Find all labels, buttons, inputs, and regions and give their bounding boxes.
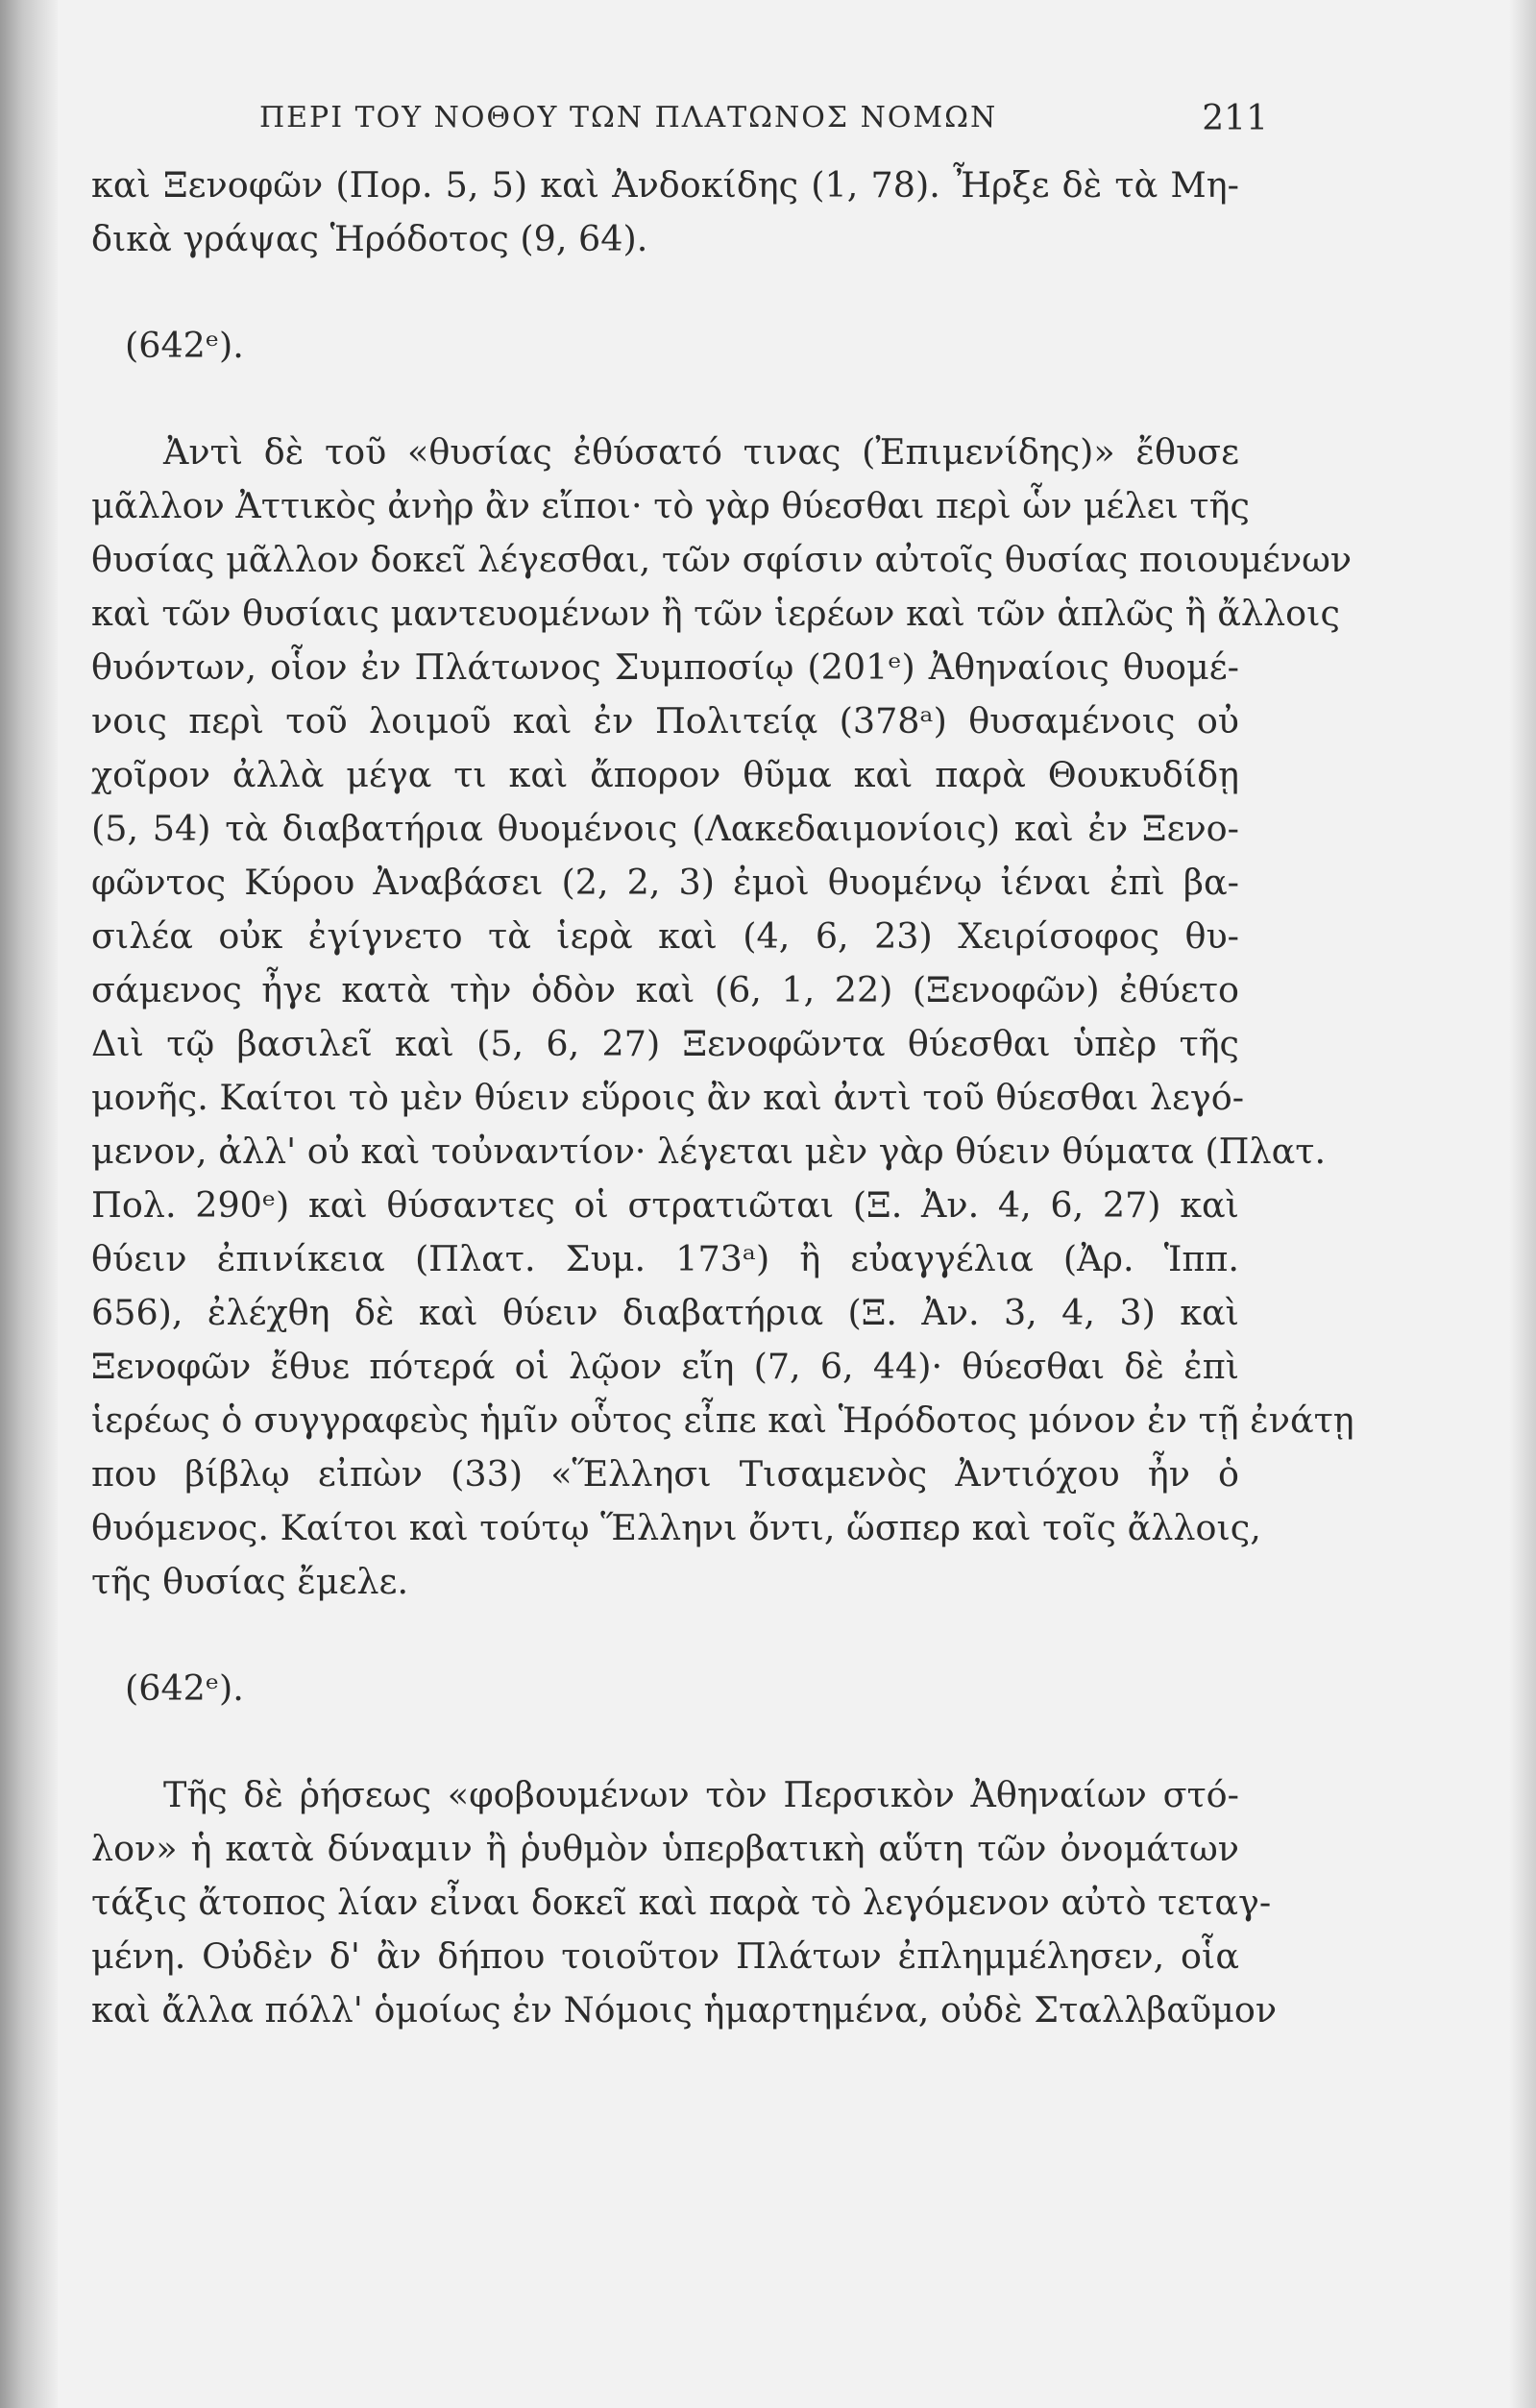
text-line: Ἀντὶ δὲ τοῦ «θυσίας ἐθύσατό τινας (Ἐπιμενίδης)» ἔθυσε	[163, 431, 1239, 473]
text-line: μενον, ἀλλ' οὐ καὶ τοὐναντίον· λέγεται μὲν γὰρ θύειν θύματα (Πλατ.	[91, 1131, 1327, 1172]
text-line: θυόμενος. Καίτοι καὶ τούτῳ Ἕλληνι ὄντι, ὥσπερ καὶ τοῖς ἄλλοις,	[91, 1507, 1261, 1548]
running-head: ΠΕΡΙ ΤΟΥ ΝΟΘΟΥ ΤΩΝ ΠΛΑΤΩΝΟΣ ΝΟΜΩΝ	[259, 101, 998, 134]
text-line: καὶ Ξενοφῶν (Πορ. 5, 5) καὶ Ἀνδοκίδης (1, 78). Ἦρξε δὲ τὰ Μη-	[91, 164, 1239, 206]
text-line: δικὰ γράψας Ἡρόδοτος (9, 64).	[91, 218, 648, 259]
text-line: σιλέα οὐκ ἐγίγνετο τὰ ἱερὰ καὶ (4, 6, 23) Χειρίσοφος θυ-	[91, 915, 1239, 957]
spacer	[91, 1715, 1239, 1768]
text-line: (5, 54) τὰ διαβατήρια θυομένοις (Λακεδαιμονίοις) καὶ ἐν Ξενο-	[91, 808, 1239, 849]
page-header	[91, 99, 1268, 158]
text-line: νοις περὶ τοῦ λοιμοῦ καὶ ἐν Πολιτείᾳ (378ᵃ) θυσαμένοις οὐ	[91, 700, 1239, 742]
spacer	[91, 266, 1239, 319]
text-line: 656), ἐλέχθη δὲ καὶ θύειν διαβατήρια (Ξ. Ἀν. 3, 4, 3) καὶ	[91, 1292, 1239, 1333]
spacer	[91, 373, 1239, 426]
paragraph-thysias	[91, 426, 1354, 1609]
page-number: 211	[1202, 99, 1268, 138]
text-line: ἱερέως ὁ συγγραφεὺς ἡμῖν οὗτος εἶπε καὶ Ἡρόδοτος μόνον ἐν τῇ ἐνάτῃ	[91, 1399, 1354, 1441]
spacer	[91, 1609, 1239, 1662]
paragraph-rheseos	[91, 1768, 1278, 2037]
text-line: τάξις ἄτοπος λίαν εἶναι δοκεῖ καὶ παρὰ τὸ λεγόμενον αὐτὸ τεταγ-	[91, 1882, 1272, 1923]
text-line: σάμενος ἦγε κατὰ τὴν ὁδὸν καὶ (6, 1, 22) (Ξενοφῶν) ἐθύετο	[91, 969, 1239, 1010]
book-page	[91, 99, 1354, 2037]
text-line: Τῆς δὲ ῥήσεως «φοβουμένων τὸν Περσικὸν Ἀθηναίων στό-	[163, 1774, 1239, 1815]
text-line: που βίβλῳ εἰπὼν (33) «Ἕλλησι Τισαμενὸς Ἀντιόχου ἦν ὁ	[91, 1453, 1239, 1495]
text-line: μένη. Οὐδὲν δ' ἂν δήπου τοιοῦτον Πλάτων ἐπλημμέλησεν, οἷα	[91, 1935, 1239, 1977]
text-line: τῆς θυσίας ἔμελε.	[91, 1561, 409, 1602]
scan-shadow-left	[0, 0, 58, 2408]
scan-shadow-right	[1509, 0, 1536, 2408]
section-reference: (642ᵉ).	[125, 325, 244, 366]
text-line: καὶ ἄλλα πόλλ' ὁμοίως ἐν Νόμοις ἡμαρτημένα, οὐδὲ Σταλλβαῦμον	[91, 1989, 1278, 2031]
text-line: χοῖρον ἀλλὰ μέγα τι καὶ ἄπορον θῦμα καὶ παρὰ Θουκυδίδῃ	[91, 754, 1239, 795]
text-line: Πολ. 290ᵉ) καὶ θύσαντες οἱ στρατιῶται (Ξ. Ἀν. 4, 6, 27) καὶ	[91, 1184, 1239, 1226]
text-line: θυσίας μᾶλλον δοκεῖ λέγεσθαι, τῶν σφίσιν αὐτοῖς θυσίας ποιουμένων	[91, 539, 1353, 580]
text-line: καὶ τῶν θυσίαις μαντευομένων ἢ τῶν ἱερέων καὶ τῶν ἁπλῶς ἢ ἄλλοις	[91, 593, 1340, 634]
paragraph-continuation	[91, 158, 1239, 266]
text-line: μονῆς. Καίτοι τὸ μὲν θύειν εὕροις ἂν καὶ ἀντὶ τοῦ θύεσθαι λεγό-	[91, 1077, 1245, 1118]
text-line: μᾶλλον Ἀττικὸς ἀνὴρ ἂν εἴποι· τὸ γὰρ θύεσθαι περὶ ὧν μέλει τῆς	[91, 485, 1250, 526]
text-line: φῶντος Κύρου Ἀναβάσει (2, 2, 3) ἐμοὶ θυομένῳ ἰέναι ἐπὶ βα-	[91, 862, 1239, 903]
text-line: θύειν ἐπινίκεια (Πλατ. Συμ. 173ᵃ) ἢ εὐαγγέλια (Ἀρ. Ἱππ.	[91, 1238, 1239, 1279]
text-line: θυόντων, οἷον ἐν Πλάτωνος Συμποσίῳ (201ᵉ) Ἀθηναίοις θυομέ-	[91, 646, 1239, 688]
text-line: Ξενοφῶν ἔθυε πότερά οἱ λῷον εἴη (7, 6, 44)· θύεσθαι δὲ ἐπὶ	[91, 1346, 1239, 1387]
body-text	[91, 158, 1354, 2037]
text-line: λον» ἡ κατὰ δύναμιν ἢ ῥυθμὸν ὑπερβατικὴ αὕτη τῶν ὀνομάτων	[91, 1828, 1239, 1869]
section-reference: (642ᵉ).	[125, 1667, 244, 1709]
text-line: Διὶ τῷ βασιλεῖ καὶ (5, 6, 27) Ξενοφῶντα θύεσθαι ὑπὲρ τῆς	[91, 1023, 1239, 1064]
